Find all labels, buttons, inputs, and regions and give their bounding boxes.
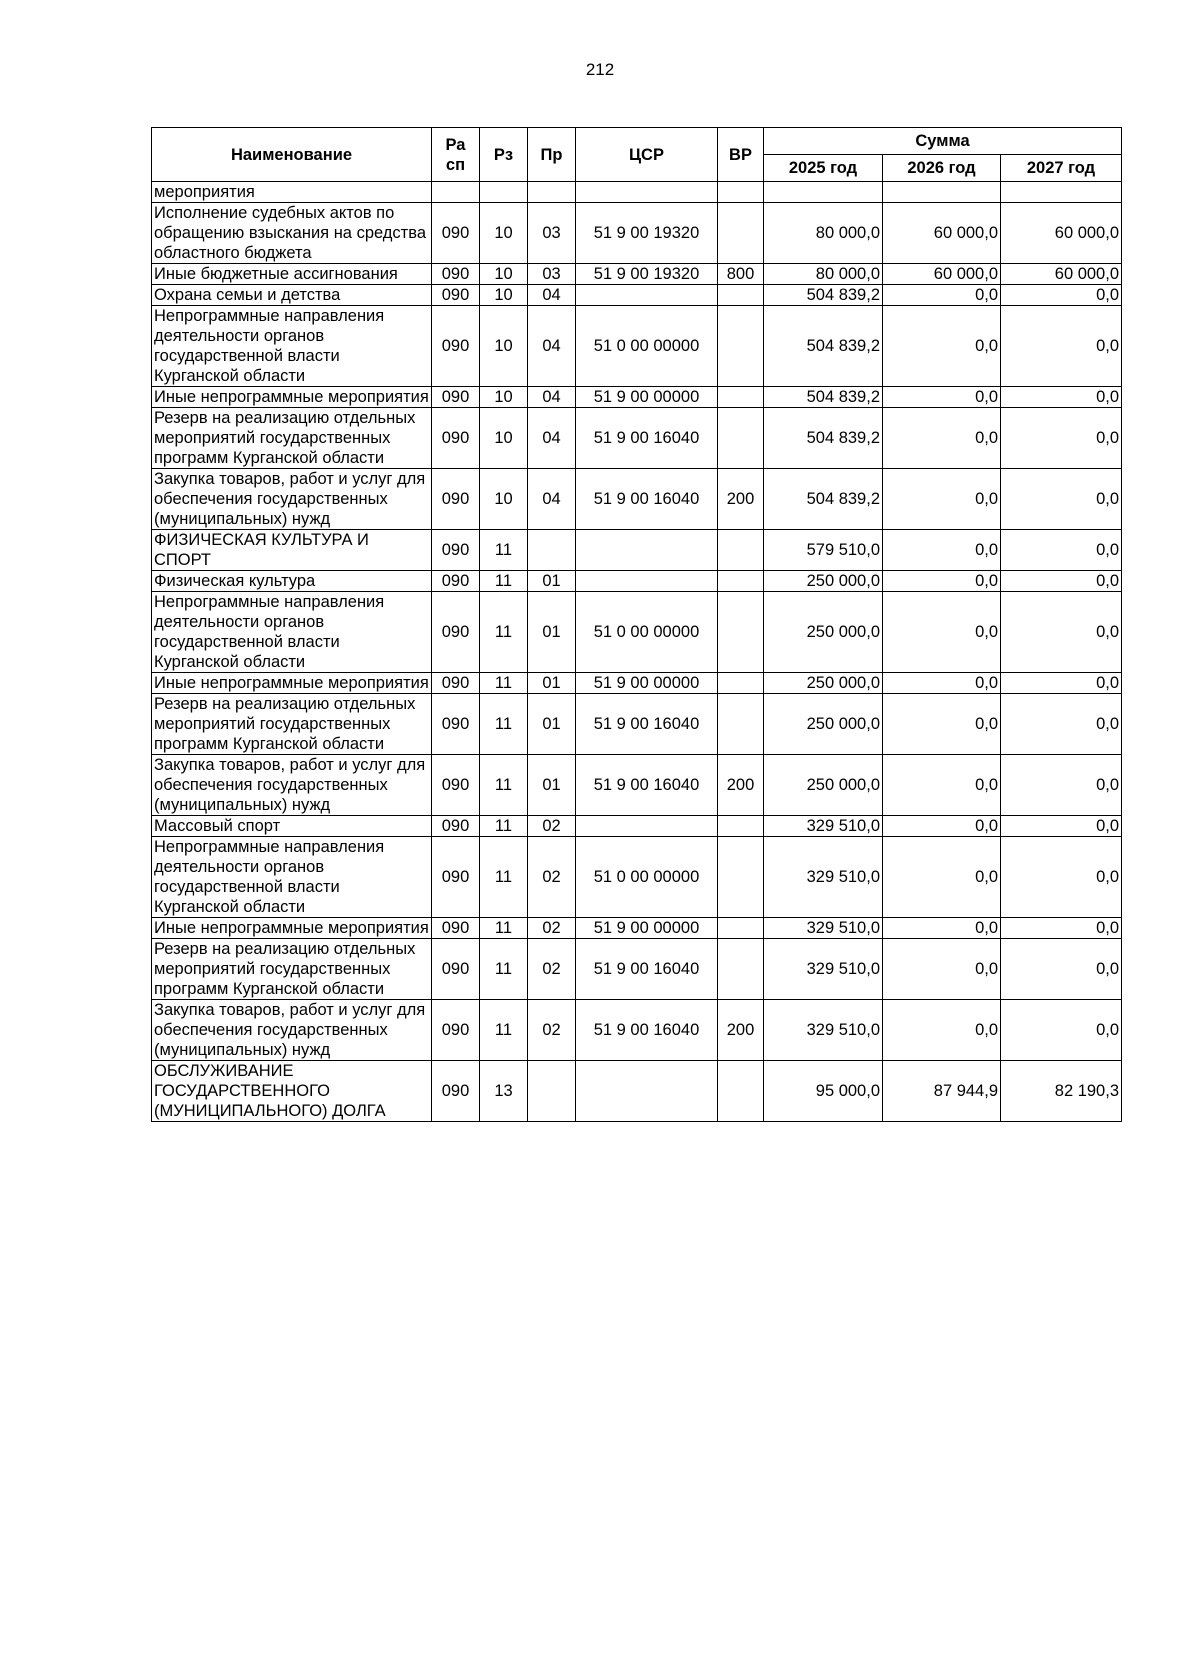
page-number: 212 <box>585 60 615 79</box>
cell-csr: 51 9 00 00000 <box>576 918 718 939</box>
cell-sum-2026: 0,0 <box>883 1000 1001 1061</box>
cell-name: Закупка товаров, работ и услуг для обеспечения государственных (муниципальных) нужд <box>152 755 432 816</box>
cell-csr: 51 9 00 00000 <box>576 673 718 694</box>
cell-vr <box>718 939 764 1000</box>
cell-sum-2026: 0,0 <box>883 285 1001 306</box>
header-2027: 2027 год <box>1001 155 1122 182</box>
cell-sum-2025: 579 510,0 <box>764 530 883 571</box>
cell-sum-2025: 80 000,0 <box>764 203 883 264</box>
cell-sum-2026: 0,0 <box>883 530 1001 571</box>
cell-sum-2027: 0,0 <box>1001 918 1122 939</box>
cell-name: Исполнение судебных актов по обращению взыскания на средства областного бюджета <box>152 203 432 264</box>
cell-rz: 11 <box>480 694 528 755</box>
cell-csr <box>576 285 718 306</box>
cell-sum-2027: 0,0 <box>1001 571 1122 592</box>
cell-rasp: 090 <box>432 592 480 673</box>
cell-pr <box>528 1061 576 1122</box>
cell-pr: 01 <box>528 673 576 694</box>
cell-name: Непрограммные направления деятельности органов государственной власти Курганской области <box>152 592 432 673</box>
header-vr: ВР <box>718 128 764 182</box>
table-row <box>152 673 1122 694</box>
cell-sum-2025: 250 000,0 <box>764 694 883 755</box>
cell-sum-2025: 329 510,0 <box>764 837 883 918</box>
table-row <box>152 530 1122 571</box>
table-body <box>152 182 1122 1122</box>
cell-sum-2027 <box>1001 182 1122 203</box>
cell-csr <box>576 1061 718 1122</box>
table-row <box>152 592 1122 673</box>
cell-rasp: 090 <box>432 387 480 408</box>
cell-rz: 11 <box>480 1000 528 1061</box>
cell-csr: 51 0 00 00000 <box>576 306 718 387</box>
cell-rasp: 090 <box>432 1000 480 1061</box>
cell-sum-2027: 60 000,0 <box>1001 264 1122 285</box>
table-header <box>152 128 1122 182</box>
cell-rasp: 090 <box>432 694 480 755</box>
header-2026: 2026 год <box>883 155 1001 182</box>
cell-pr: 04 <box>528 285 576 306</box>
cell-rasp: 090 <box>432 918 480 939</box>
cell-rz <box>480 182 528 203</box>
cell-pr <box>528 182 576 203</box>
cell-pr: 04 <box>528 387 576 408</box>
cell-name: ОБСЛУЖИВАНИЕ ГОСУДАРСТВЕННОГО (МУНИЦИПАЛЬНОГО) ДОЛГА <box>152 1061 432 1122</box>
cell-csr: 51 9 00 19320 <box>576 264 718 285</box>
header-2025: 2025 год <box>764 155 883 182</box>
cell-sum-2027: 0,0 <box>1001 408 1122 469</box>
cell-pr: 02 <box>528 816 576 837</box>
table-row <box>152 285 1122 306</box>
cell-sum-2026 <box>883 182 1001 203</box>
cell-sum-2026: 0,0 <box>883 755 1001 816</box>
cell-name: Массовый спорт <box>152 816 432 837</box>
cell-rz: 10 <box>480 306 528 387</box>
cell-vr <box>718 837 764 918</box>
cell-rz: 11 <box>480 816 528 837</box>
cell-sum-2025: 329 510,0 <box>764 918 883 939</box>
cell-csr: 51 9 00 16040 <box>576 1000 718 1061</box>
cell-pr: 02 <box>528 1000 576 1061</box>
cell-vr <box>718 592 764 673</box>
table-row <box>152 203 1122 264</box>
cell-sum-2027: 0,0 <box>1001 673 1122 694</box>
table-row <box>152 306 1122 387</box>
cell-name: Иные бюджетные ассигнования <box>152 264 432 285</box>
cell-pr: 04 <box>528 306 576 387</box>
cell-sum-2026: 0,0 <box>883 939 1001 1000</box>
cell-csr: 51 9 00 16040 <box>576 939 718 1000</box>
table-row <box>152 408 1122 469</box>
cell-sum-2026: 0,0 <box>883 571 1001 592</box>
cell-vr <box>718 673 764 694</box>
cell-pr: 02 <box>528 837 576 918</box>
cell-sum-2027: 0,0 <box>1001 592 1122 673</box>
cell-vr <box>718 306 764 387</box>
cell-sum-2027: 0,0 <box>1001 694 1122 755</box>
cell-csr: 51 9 00 19320 <box>576 203 718 264</box>
cell-pr: 01 <box>528 571 576 592</box>
header-sum: Сумма <box>764 128 1122 155</box>
cell-sum-2025: 329 510,0 <box>764 1000 883 1061</box>
table-row <box>152 571 1122 592</box>
cell-csr: 51 9 00 00000 <box>576 387 718 408</box>
cell-rasp: 090 <box>432 939 480 1000</box>
cell-pr: 01 <box>528 592 576 673</box>
cell-sum-2026: 0,0 <box>883 592 1001 673</box>
cell-sum-2026: 60 000,0 <box>883 203 1001 264</box>
cell-name: Иные непрограммные мероприятия <box>152 673 432 694</box>
table-row <box>152 387 1122 408</box>
header-rz: Рз <box>480 128 528 182</box>
cell-vr <box>718 203 764 264</box>
cell-csr: 51 0 00 00000 <box>576 837 718 918</box>
cell-sum-2025: 95 000,0 <box>764 1061 883 1122</box>
cell-csr: 51 9 00 16040 <box>576 469 718 530</box>
cell-rz: 10 <box>480 387 528 408</box>
cell-sum-2026: 0,0 <box>883 837 1001 918</box>
table-row <box>152 918 1122 939</box>
cell-vr: 800 <box>718 264 764 285</box>
cell-pr: 04 <box>528 469 576 530</box>
cell-pr: 02 <box>528 918 576 939</box>
cell-sum-2025: 329 510,0 <box>764 939 883 1000</box>
cell-name: Закупка товаров, работ и услуг для обеспечения государственных (муниципальных) нужд <box>152 1000 432 1061</box>
cell-sum-2026: 0,0 <box>883 408 1001 469</box>
cell-rasp: 090 <box>432 285 480 306</box>
cell-sum-2026: 0,0 <box>883 918 1001 939</box>
cell-sum-2025: 504 839,2 <box>764 387 883 408</box>
cell-rz: 11 <box>480 939 528 1000</box>
table-row <box>152 1061 1122 1122</box>
cell-csr <box>576 530 718 571</box>
cell-rasp: 090 <box>432 755 480 816</box>
table-row <box>152 755 1122 816</box>
cell-sum-2027: 0,0 <box>1001 387 1122 408</box>
cell-sum-2025: 504 839,2 <box>764 408 883 469</box>
header-csr: ЦСР <box>576 128 718 182</box>
cell-sum-2026: 0,0 <box>883 469 1001 530</box>
cell-sum-2027: 0,0 <box>1001 306 1122 387</box>
cell-rz: 11 <box>480 918 528 939</box>
table-row <box>152 939 1122 1000</box>
cell-vr <box>718 530 764 571</box>
cell-sum-2025: 504 839,2 <box>764 306 883 387</box>
cell-rz: 13 <box>480 1061 528 1122</box>
cell-rz: 11 <box>480 530 528 571</box>
cell-name: Иные непрограммные мероприятия <box>152 387 432 408</box>
cell-vr: 200 <box>718 755 764 816</box>
cell-sum-2026: 0,0 <box>883 816 1001 837</box>
cell-vr <box>718 1061 764 1122</box>
cell-sum-2025: 250 000,0 <box>764 592 883 673</box>
table-row <box>152 837 1122 918</box>
cell-rz: 11 <box>480 592 528 673</box>
cell-name: мероприятия <box>152 182 432 203</box>
cell-csr <box>576 816 718 837</box>
cell-sum-2027: 0,0 <box>1001 469 1122 530</box>
table-row <box>152 182 1122 203</box>
cell-rasp: 090 <box>432 408 480 469</box>
cell-pr: 01 <box>528 694 576 755</box>
cell-vr: 200 <box>718 1000 764 1061</box>
cell-vr <box>718 408 764 469</box>
header-rasp-line1: Ра <box>445 135 466 154</box>
cell-sum-2027: 0,0 <box>1001 530 1122 571</box>
cell-sum-2027: 0,0 <box>1001 939 1122 1000</box>
cell-sum-2026: 0,0 <box>883 694 1001 755</box>
cell-pr: 04 <box>528 408 576 469</box>
cell-sum-2027: 60 000,0 <box>1001 203 1122 264</box>
cell-csr: 51 9 00 16040 <box>576 755 718 816</box>
cell-vr: 200 <box>718 469 764 530</box>
cell-rz: 10 <box>480 469 528 530</box>
cell-rasp: 090 <box>432 673 480 694</box>
cell-sum-2027: 0,0 <box>1001 1000 1122 1061</box>
cell-vr <box>718 694 764 755</box>
cell-name: Резерв на реализацию отдельных мероприятий государственных программ Курганской области <box>152 408 432 469</box>
cell-rz: 11 <box>480 673 528 694</box>
cell-vr <box>718 816 764 837</box>
cell-sum-2026: 0,0 <box>883 673 1001 694</box>
cell-csr <box>576 182 718 203</box>
cell-rz: 11 <box>480 837 528 918</box>
cell-rasp: 090 <box>432 530 480 571</box>
cell-sum-2027: 0,0 <box>1001 837 1122 918</box>
cell-vr <box>718 918 764 939</box>
cell-name: Физическая культура <box>152 571 432 592</box>
cell-sum-2025: 504 839,2 <box>764 285 883 306</box>
cell-rasp: 090 <box>432 264 480 285</box>
cell-vr <box>718 571 764 592</box>
table-row <box>152 816 1122 837</box>
cell-pr: 01 <box>528 755 576 816</box>
cell-name: Закупка товаров, работ и услуг для обеспечения государственных (муниципальных) нужд <box>152 469 432 530</box>
cell-csr: 51 9 00 16040 <box>576 408 718 469</box>
cell-sum-2027: 0,0 <box>1001 816 1122 837</box>
cell-sum-2025: 329 510,0 <box>764 816 883 837</box>
table-row <box>152 1000 1122 1061</box>
cell-rasp: 090 <box>432 1061 480 1122</box>
cell-rasp: 090 <box>432 203 480 264</box>
header-pr: Пр <box>528 128 576 182</box>
cell-vr <box>718 182 764 203</box>
cell-rasp: 090 <box>432 816 480 837</box>
cell-sum-2027: 0,0 <box>1001 755 1122 816</box>
cell-pr: 03 <box>528 264 576 285</box>
cell-rasp: 090 <box>432 306 480 387</box>
header-rasp <box>432 128 480 182</box>
cell-sum-2025: 250 000,0 <box>764 755 883 816</box>
cell-sum-2027: 0,0 <box>1001 285 1122 306</box>
cell-rz: 10 <box>480 408 528 469</box>
cell-vr <box>718 387 764 408</box>
cell-csr <box>576 571 718 592</box>
cell-sum-2025: 504 839,2 <box>764 469 883 530</box>
cell-sum-2026: 87 944,9 <box>883 1061 1001 1122</box>
cell-vr <box>718 285 764 306</box>
cell-sum-2025 <box>764 182 883 203</box>
cell-name: Непрограммные направления деятельности органов государственной власти Курганской области <box>152 306 432 387</box>
cell-sum-2025: 80 000,0 <box>764 264 883 285</box>
cell-name: Резерв на реализацию отдельных мероприятий государственных программ Курганской области <box>152 694 432 755</box>
table-row <box>152 694 1122 755</box>
cell-name: Резерв на реализацию отдельных мероприятий государственных программ Курганской области <box>152 939 432 1000</box>
cell-sum-2027: 82 190,3 <box>1001 1061 1122 1122</box>
cell-sum-2026: 60 000,0 <box>883 264 1001 285</box>
table-row <box>152 469 1122 530</box>
cell-rz: 10 <box>480 285 528 306</box>
cell-sum-2026: 0,0 <box>883 387 1001 408</box>
cell-csr: 51 9 00 16040 <box>576 694 718 755</box>
cell-rasp: 090 <box>432 837 480 918</box>
cell-rasp: 090 <box>432 469 480 530</box>
header-name: Наименование <box>152 128 432 182</box>
budget-table <box>151 127 1122 1122</box>
cell-sum-2025: 250 000,0 <box>764 673 883 694</box>
cell-rz: 11 <box>480 571 528 592</box>
cell-pr: 03 <box>528 203 576 264</box>
cell-rasp <box>432 182 480 203</box>
cell-sum-2026: 0,0 <box>883 306 1001 387</box>
cell-rasp: 090 <box>432 571 480 592</box>
cell-pr: 02 <box>528 939 576 1000</box>
cell-rz: 10 <box>480 264 528 285</box>
cell-name: Иные непрограммные мероприятия <box>152 918 432 939</box>
table-row <box>152 264 1122 285</box>
cell-rz: 10 <box>480 203 528 264</box>
cell-sum-2025: 250 000,0 <box>764 571 883 592</box>
cell-name: Непрограммные направления деятельности органов государственной власти Курганской области <box>152 837 432 918</box>
cell-pr <box>528 530 576 571</box>
header-rasp-line2: сп <box>445 155 466 174</box>
cell-csr: 51 0 00 00000 <box>576 592 718 673</box>
cell-rz: 11 <box>480 755 528 816</box>
cell-name: ФИЗИЧЕСКАЯ КУЛЬТУРА И СПОРТ <box>152 530 432 571</box>
cell-name: Охрана семьи и детства <box>152 285 432 306</box>
